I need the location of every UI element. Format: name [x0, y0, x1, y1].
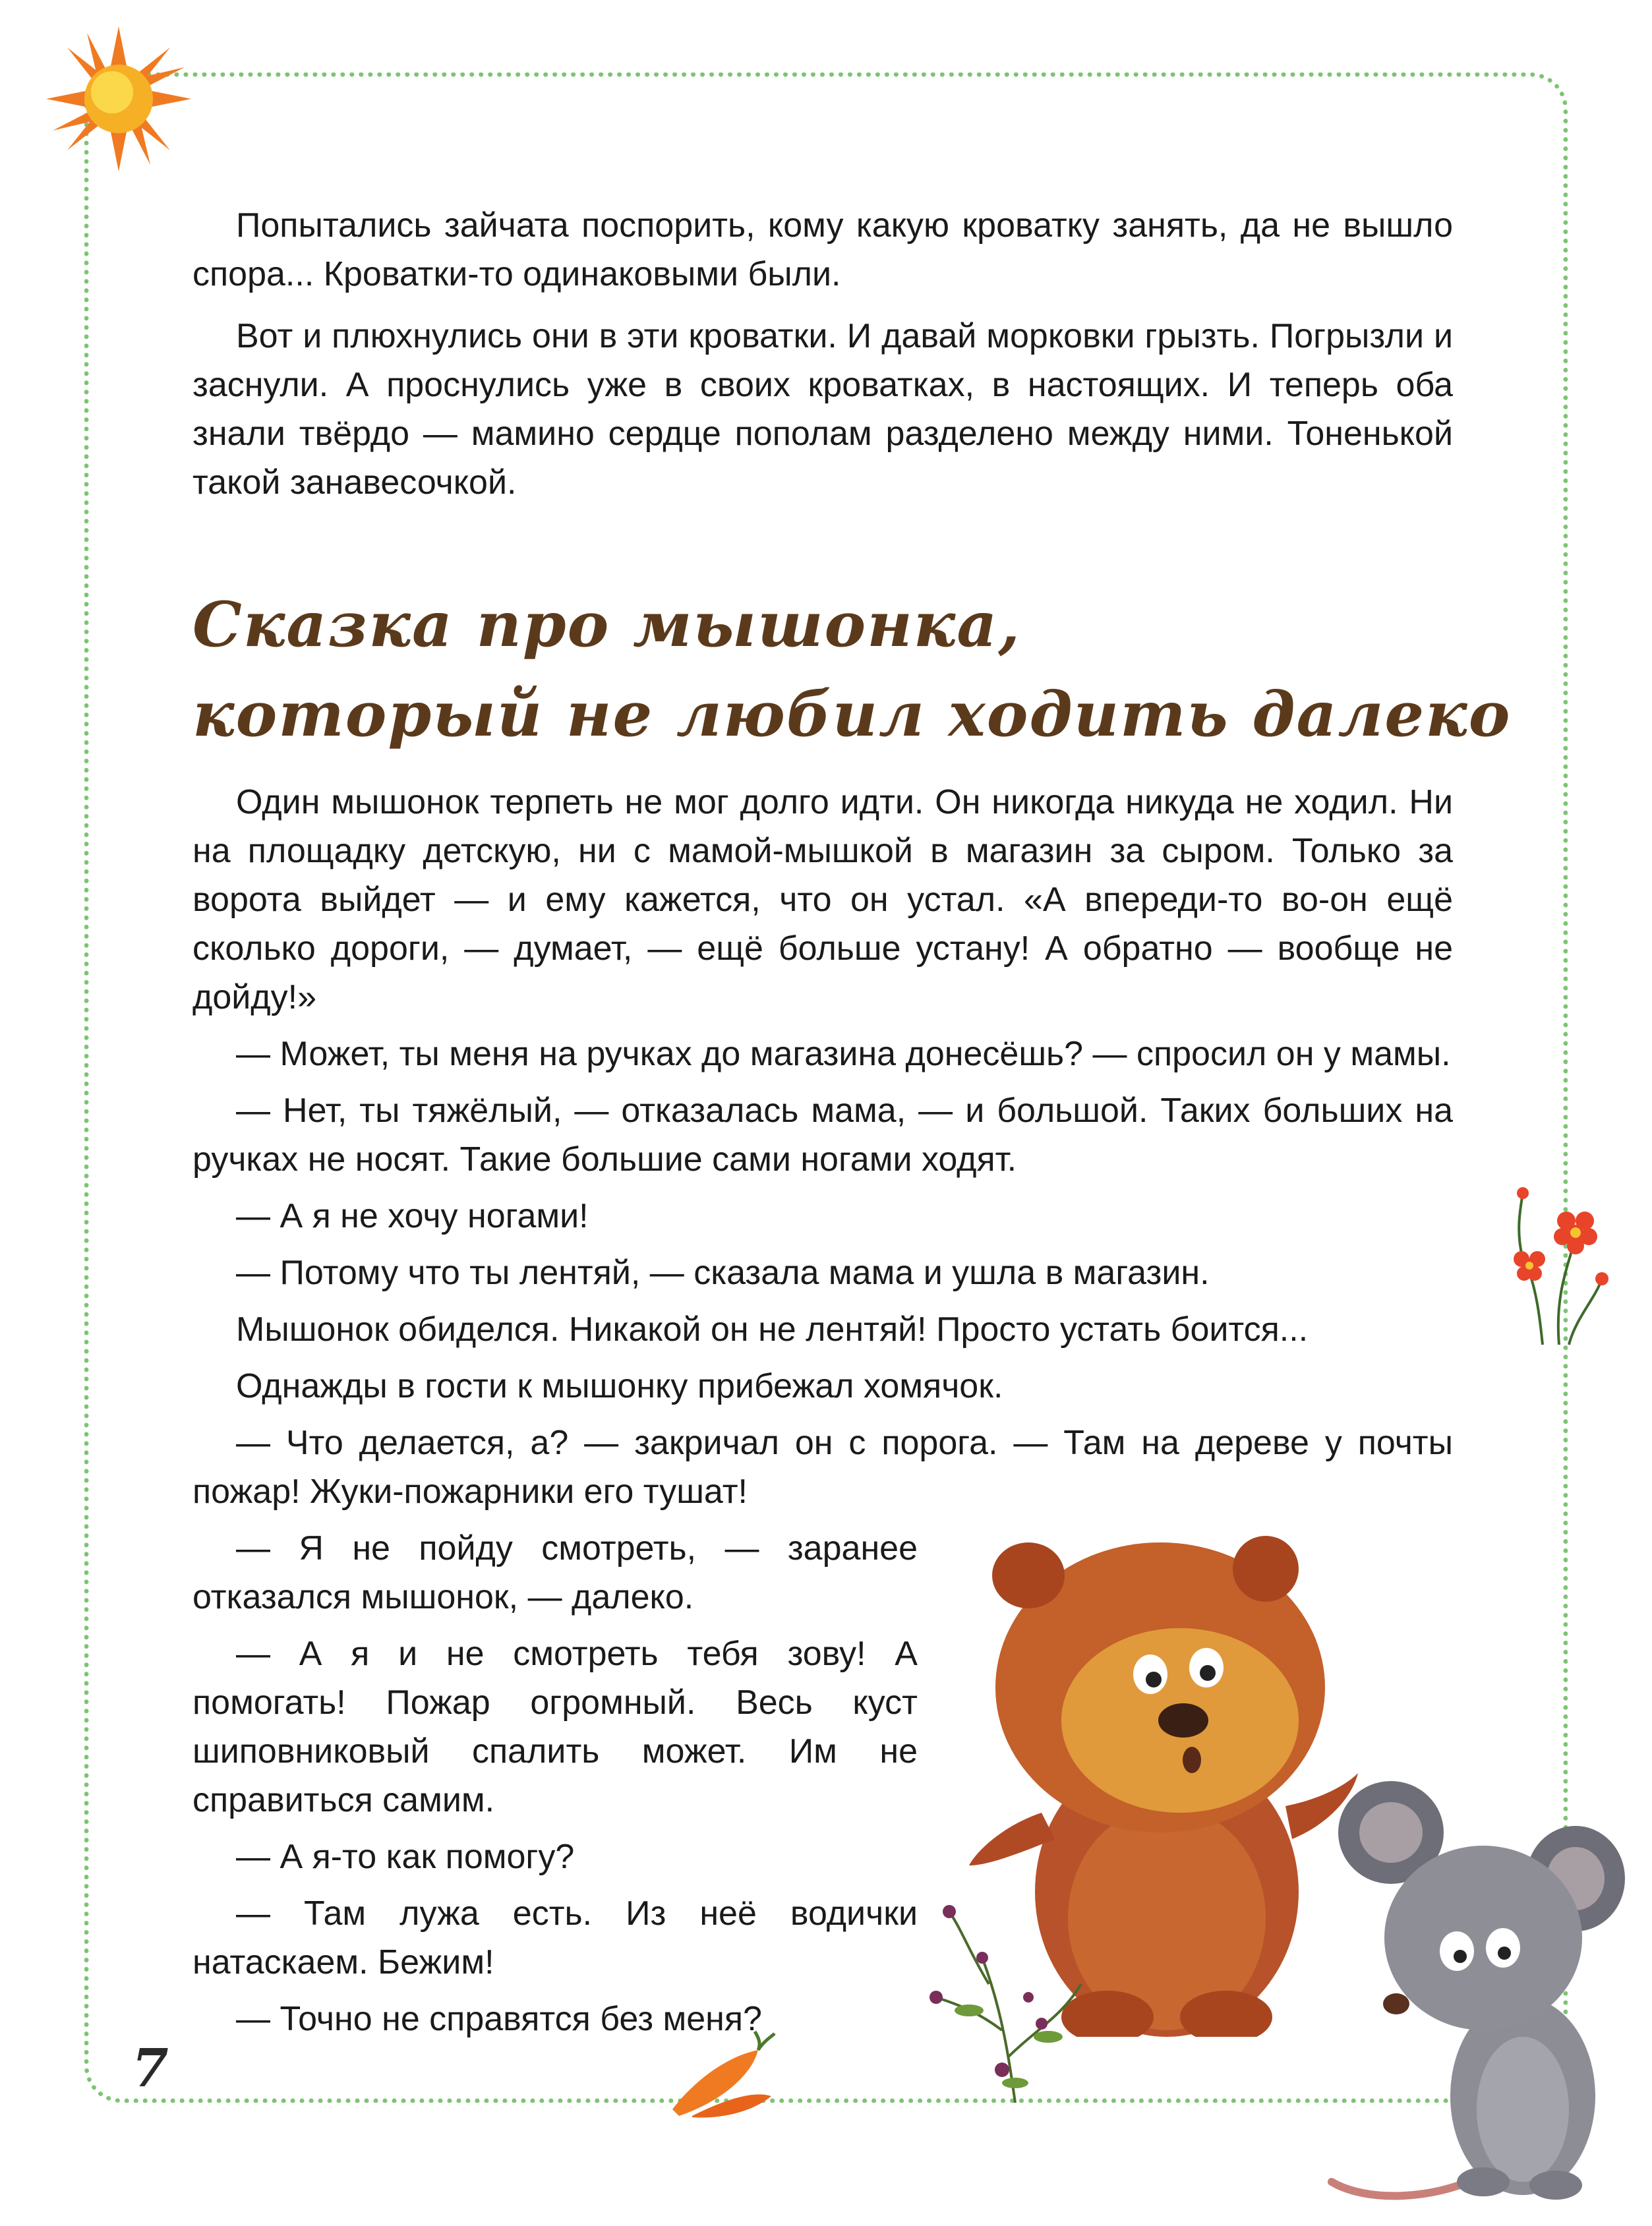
story2-paragraph: Мышонок обиделся. Никакой он не лентяй! Просто устать боится... — [236, 1310, 1309, 1349]
story1-paragraph: Вот и плюхнулись они в эти кроватки. И давай морковки грызть. Погрызли и заснули. А проснулись уже в своих кроватках, в настоящих. И теперь оба знали твёрдо — мамино сердце пополам разделено между ними. Тоненькой такой занавесочкой. — [192, 317, 1453, 502]
story2-paragraph: — Нет, ты тяжёлый, — отказалась мама, — и большой. Таких больших на ручках не носят. Такие большие сами ногами ходят. — [192, 1092, 1453, 1179]
flowers-illustration — [1496, 1180, 1622, 1351]
berry-branch-illustration — [903, 1898, 1121, 2109]
story2-paragraph: — А я и не смотреть тебя зову! А помогать! Пожар огромный. Весь куст шиповниковый спалить может. Им не справиться самим. — [192, 1635, 918, 1819]
sun-icon — [46, 26, 191, 171]
story2-paragraph: — Что делается, а? — закричал он с порога. — Там на дереве у почты пожар! Жуки-пожарники его тушат! — [192, 1424, 1453, 1511]
story2-title-line2: который не любил ходить далеко — [192, 678, 1512, 751]
story2-paragraph: — Потому что ты лентяй, — сказала мама и ушла в магазин. — [236, 1254, 1210, 1292]
story2-title — [192, 580, 1512, 759]
story2-paragraph: Один мышонок терпеть не мог долго идти. Он никогда никуда не ходил. Ни на площадку детскую, ни с мамой-мышкой в магазин за сыром. Только за ворота выйдет — и ему кажется, что он устал. «А впереди-то во-он ещё сколько дороги, — думает, — ещё больше устану! А обратно — вообще не дойду!» — [192, 783, 1453, 1016]
story2-paragraph: — Точно не справятся без меня? — [236, 2000, 762, 2038]
story2-paragraph: — Я не пойду смотреть, — заранее отказался мышонок, — далеко. — [192, 1529, 918, 1616]
story2-narrow-column — [192, 1524, 918, 2043]
story2-paragraph: Однажды в гости к мышонку прибежал хомячок. — [236, 1367, 1003, 1405]
carrot-illustration — [666, 2030, 778, 2123]
story2-paragraph: — А я не хочу ногами! — [236, 1197, 589, 1235]
story1-paragraph: Попытались зайчата поспорить, кому какую кроватку занять, да не вышло спора... Кроватки-то одинаковыми были. — [192, 206, 1453, 293]
story2-paragraph: — А я-то как помогу? — [236, 1838, 575, 1876]
story2-title-line1: Сказка про мышонка, — [192, 589, 1022, 661]
story1-text — [192, 201, 1453, 507]
story2-paragraph: — Там лужа есть. Из неё водички натаскаем. Бежим! — [192, 1894, 918, 1981]
page-number: 7 — [132, 2037, 169, 2099]
story2-paragraph: — Может, ты меня на ручках до магазина донесёшь? — спросил он у мамы. — [236, 1035, 1451, 1073]
mouse-illustration — [1325, 1780, 1641, 2208]
